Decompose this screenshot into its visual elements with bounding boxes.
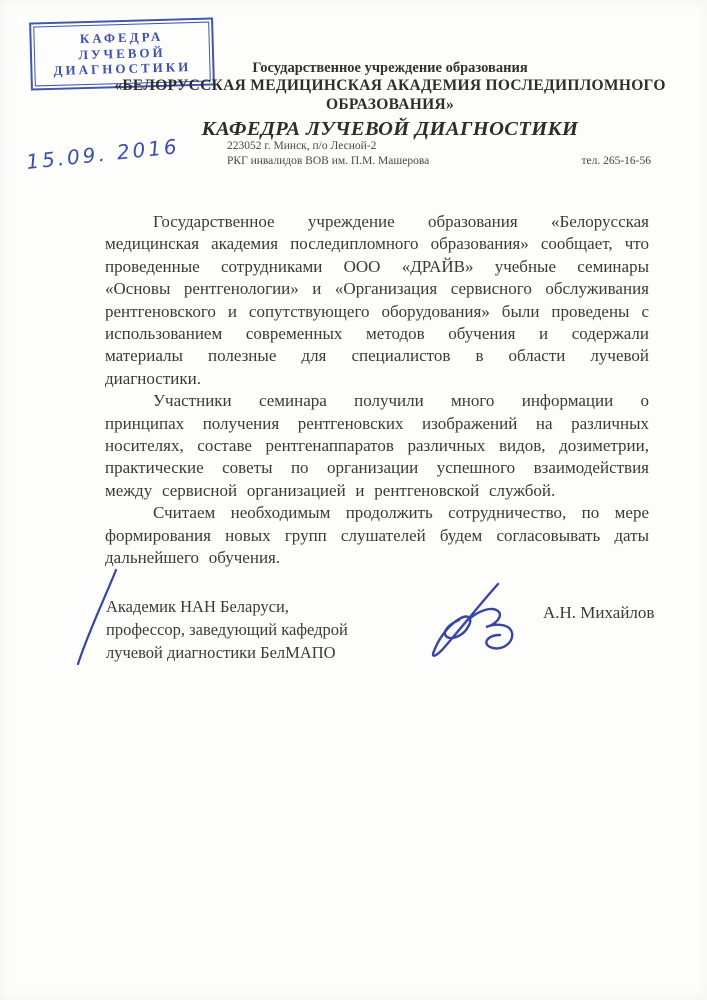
address-row [227,139,651,168]
stamp-line: КАФЕДРА [79,28,164,47]
signer-name: А.Н. Михайлов [543,603,655,622]
phone-number: тел. 265-16-56 [581,154,651,167]
department-title: КАФЕДРА ЛУЧЕВОЙ ДИАГНОСТИКИ [201,118,579,140]
signer-title-line: профессор, заведующий кафедрой [106,620,348,639]
org-name-line: «БЕЛОРУССКАЯ МЕДИЦИНСКАЯ АКАДЕМИЯ ПОСЛЕДИПЛОМНОГО [114,77,666,94]
paragraph: Считаем необходимым продолжить сотрудничество, по мере формирования новых групп слушателей будем согласовывать даты дальнейшего обучения. [105,503,649,568]
org-type: Государственное учреждение образования [252,60,528,76]
paragraph: Участники семинара получили много информации о принципах получения рентгеновских изображений на различных носителях, составе рентгенаппаратов различных видов, дозиметрии, практические советы по организации успешного взаимодействия между сервисной организацией и рентгеновской службой. [105,391,649,500]
letterhead [110,59,670,141]
signer-title-line: лучевой диагностики БелМАПО [106,643,336,662]
stamp-line: ДИАГНОСТИКИ [53,59,192,78]
letter-body [105,211,649,570]
address-block [227,139,429,168]
signer-title [106,595,386,664]
org-name-line: ОБРАЗОВАНИЯ» [325,95,455,113]
address-line: 223052 г. Минск, п/о Лесной-2 [227,140,377,152]
address-line: РКГ инвалидов ВОВ им. П.М. Машерова [227,154,430,167]
handwritten-signature [418,576,540,668]
handwritten-date: 15.09. 2016 [25,134,181,174]
paragraph: Государственное учреждение образования «Белорусская медицинская академия последипломного образования» сообщает, что проведенные сотрудниками ООО «ДРАЙВ» учебные семинары «Основы рентгенологии» и «Организация сервисного обслуживания рентгеновского и сопутствующего оборудования» были проведены с использованием современных методов обучения и содержали материалы полезные для специалистов в области лучевой диагностики. [105,212,649,388]
signer-title-line: Академик НАН Беларуси, [106,597,289,616]
stamp-line: ЛУЧЕВОЙ [78,44,166,62]
